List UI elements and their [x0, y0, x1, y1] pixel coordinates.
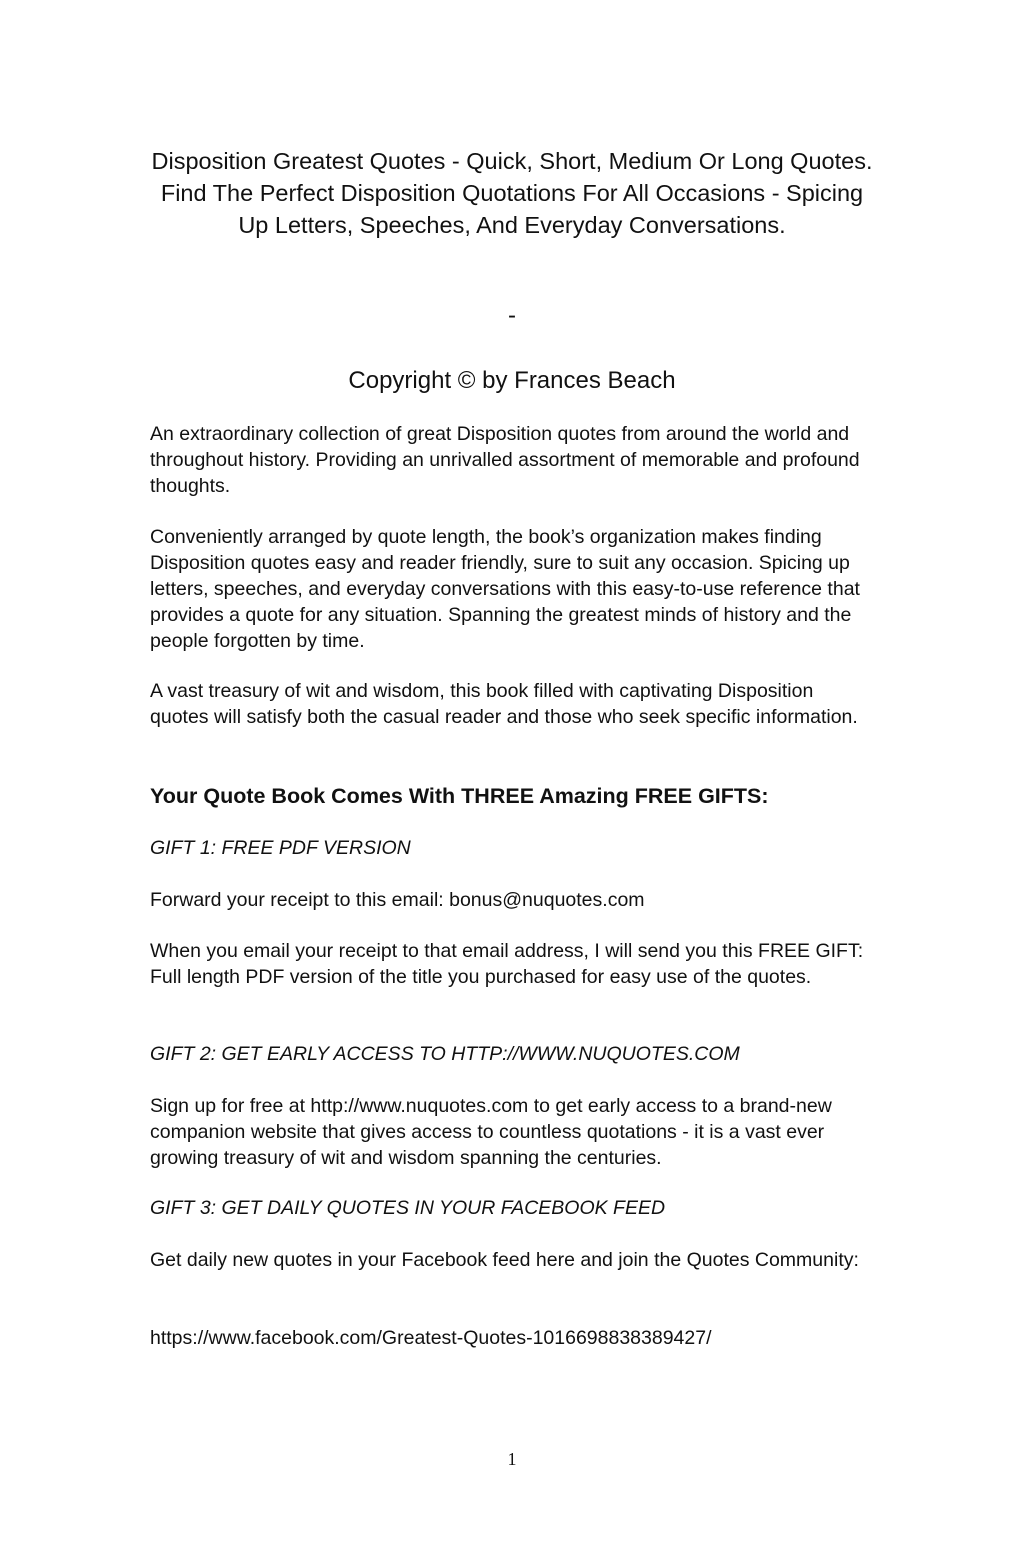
gift-1-title: GIFT 1: FREE PDF VERSION	[150, 837, 411, 859]
intro-paragraph: An extraordinary collection of great Disposition quotes from around the world and throughout history. Providing an unrivalled assortment of memorable and profound thoughts.	[150, 423, 860, 497]
facebook-link[interactable]: https://www.facebook.com/Greatest-Quotes-1016698838389427/	[150, 1327, 712, 1349]
page-number: 1	[507, 1449, 517, 1469]
organization-paragraph: Conveniently arranged by quote length, the book’s organization makes finding Disposition quotes easy and reader friendly, sure to suit any occasion. Spicing up letters, speeches, and everyday conversations with this easy-to-use reference that provides a quote for any situation. Spanning the greatest minds of history and the people forgotten by time.	[150, 526, 860, 652]
gift-2-title: GIFT 2: GET EARLY ACCESS TO HTTP://WWW.NUQUOTES.COM	[150, 1043, 740, 1065]
gift-1-description: When you email your receipt to that email address, I will send you this FREE GIFT: Full length PDF version of the title you purchased for easy use of the quotes.	[150, 940, 864, 988]
title-separator: -	[508, 302, 516, 329]
book-title: Disposition Greatest Quotes - Quick, Short, Medium Or Long Quotes. Find The Perfect Disposition Quotations For All Occasions - Spicing Up Letters, Speeches, And Everyday Conversations.	[151, 148, 873, 238]
copyright-notice: Copyright © by Frances Beach	[348, 367, 676, 394]
gifts-heading: Your Quote Book Comes With THREE Amazing FREE GIFTS:	[150, 784, 769, 808]
gift-1-email-line: Forward your receipt to this email: bonus@nuquotes.com	[150, 889, 645, 911]
gift-2-description: Sign up for free at http://www.nuquotes.com to get early access to a brand-new companion website that gives access to countless quotations - it is a vast ever growing treasury of wit and wisdom spanning the centuries.	[150, 1095, 832, 1169]
gift-3-description: Get daily new quotes in your Facebook feed here and join the Quotes Community:	[150, 1249, 859, 1271]
gift-3-title: GIFT 3: GET DAILY QUOTES IN YOUR FACEBOOK FEED	[150, 1197, 666, 1219]
treasury-paragraph: A vast treasury of wit and wisdom, this book filled with captivating Disposition quotes will satisfy both the casual reader and those who seek specific information.	[150, 680, 858, 728]
